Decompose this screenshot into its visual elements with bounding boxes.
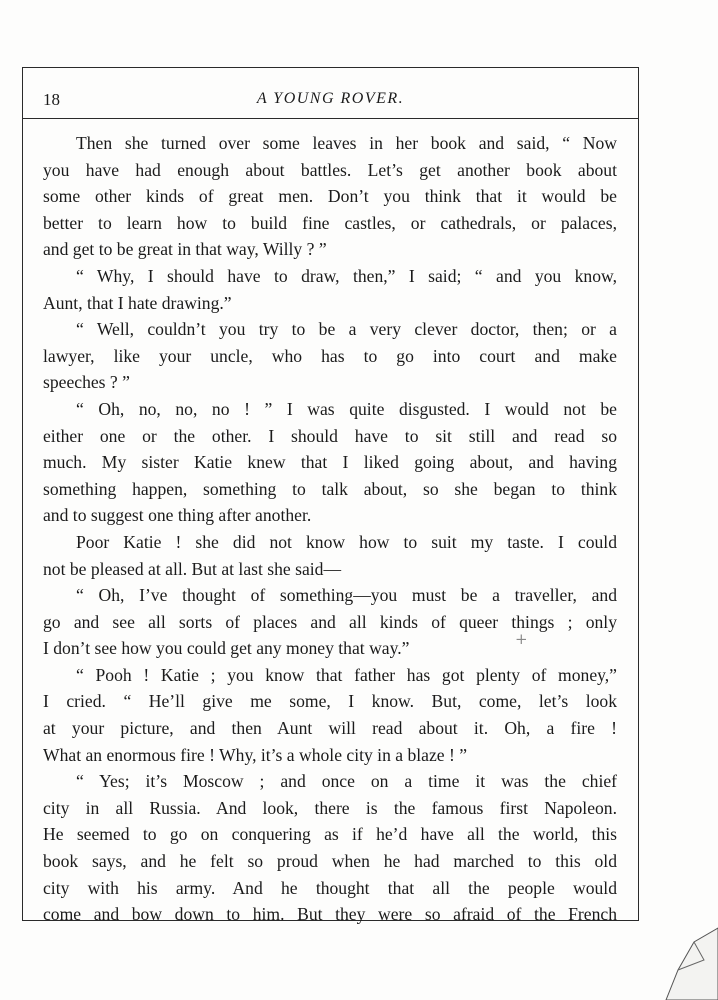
text-line: Aunt, that I hate drawing.”	[43, 292, 232, 313]
text-line: much. My sister Katie knew that I liked going about, and having	[43, 452, 617, 473]
text-line: not be pleased at all. But at last she said—	[43, 558, 342, 579]
text-line: either one or the other. I should have to sit still and read so	[43, 425, 617, 446]
text-line: some other kinds of great men. Don’t you think that it would be	[43, 186, 617, 207]
running-title: A YOUNG ROVER.	[256, 90, 405, 107]
text-line: I don’t see how you could get any money that way.”	[43, 638, 410, 659]
text-line: “ Why, I should have to draw, then,” I said; “ and you know,	[76, 265, 617, 286]
text-line: and get to be great in that way, Willy ? ”	[43, 239, 327, 260]
text-line: What an enormous fire ! Why, it’s a whole city in a blaze ! ”	[43, 744, 468, 765]
text-line: city in all Russia. And look, there is the famous first Napoleon.	[43, 797, 617, 818]
text-line: city with his army. And he thought that all the people would	[43, 877, 617, 898]
text-line: I cried. “ He’ll give me some, I know. But, come, let’s look	[43, 691, 617, 712]
text-line: at your picture, and then Aunt will read about it. Oh, a fire !	[43, 718, 617, 739]
page-corner-fold	[638, 920, 718, 1000]
text-line: “ Yes; it’s Moscow ; and once on a time it was the chief	[76, 771, 617, 792]
text-line: speeches ? ”	[43, 372, 130, 393]
text-line: He seemed to go on conquering as if he’d have all the world, this	[43, 824, 617, 845]
text-line: and to suggest one thing after another.	[43, 505, 312, 526]
text-line: you have had enough about battles. Let’s get another book about	[43, 159, 617, 180]
text-line: book says, and he felt so proud when he had marched to this old	[43, 851, 617, 872]
page-number: 18	[43, 90, 60, 109]
text-line: something happen, something to talk about, so she began to think	[43, 478, 617, 499]
text-line: come and bow down to him. But they were so afraid of the French	[43, 904, 617, 925]
body-text	[43, 130, 617, 928]
text-line: go and see all sorts of places and all kinds of queer things ; only	[43, 611, 617, 632]
text-line: “ Oh, I’ve thought of something—you must be a traveller, and	[76, 585, 617, 606]
text-line: Then she turned over some leaves in her book and said, “ Now	[76, 133, 617, 153]
text-line: better to learn how to build fine castles, or cathedrals, or palaces,	[43, 212, 617, 233]
text-line: lawyer, like your uncle, who has to go into court and make	[43, 345, 617, 366]
header-rule	[22, 118, 639, 119]
pencil-mark: +	[515, 630, 528, 648]
text-line: “ Pooh ! Katie ; you know that father has got plenty of money,”	[76, 664, 617, 685]
text-line: “ Well, couldn’t you try to be a very clever doctor, then; or a	[76, 319, 617, 340]
text-line: Poor Katie ! she did not know how to suit my taste. I could	[76, 531, 617, 552]
text-line: “ Oh, no, no, no ! ” I was quite disgusted. I would not be	[76, 398, 617, 419]
